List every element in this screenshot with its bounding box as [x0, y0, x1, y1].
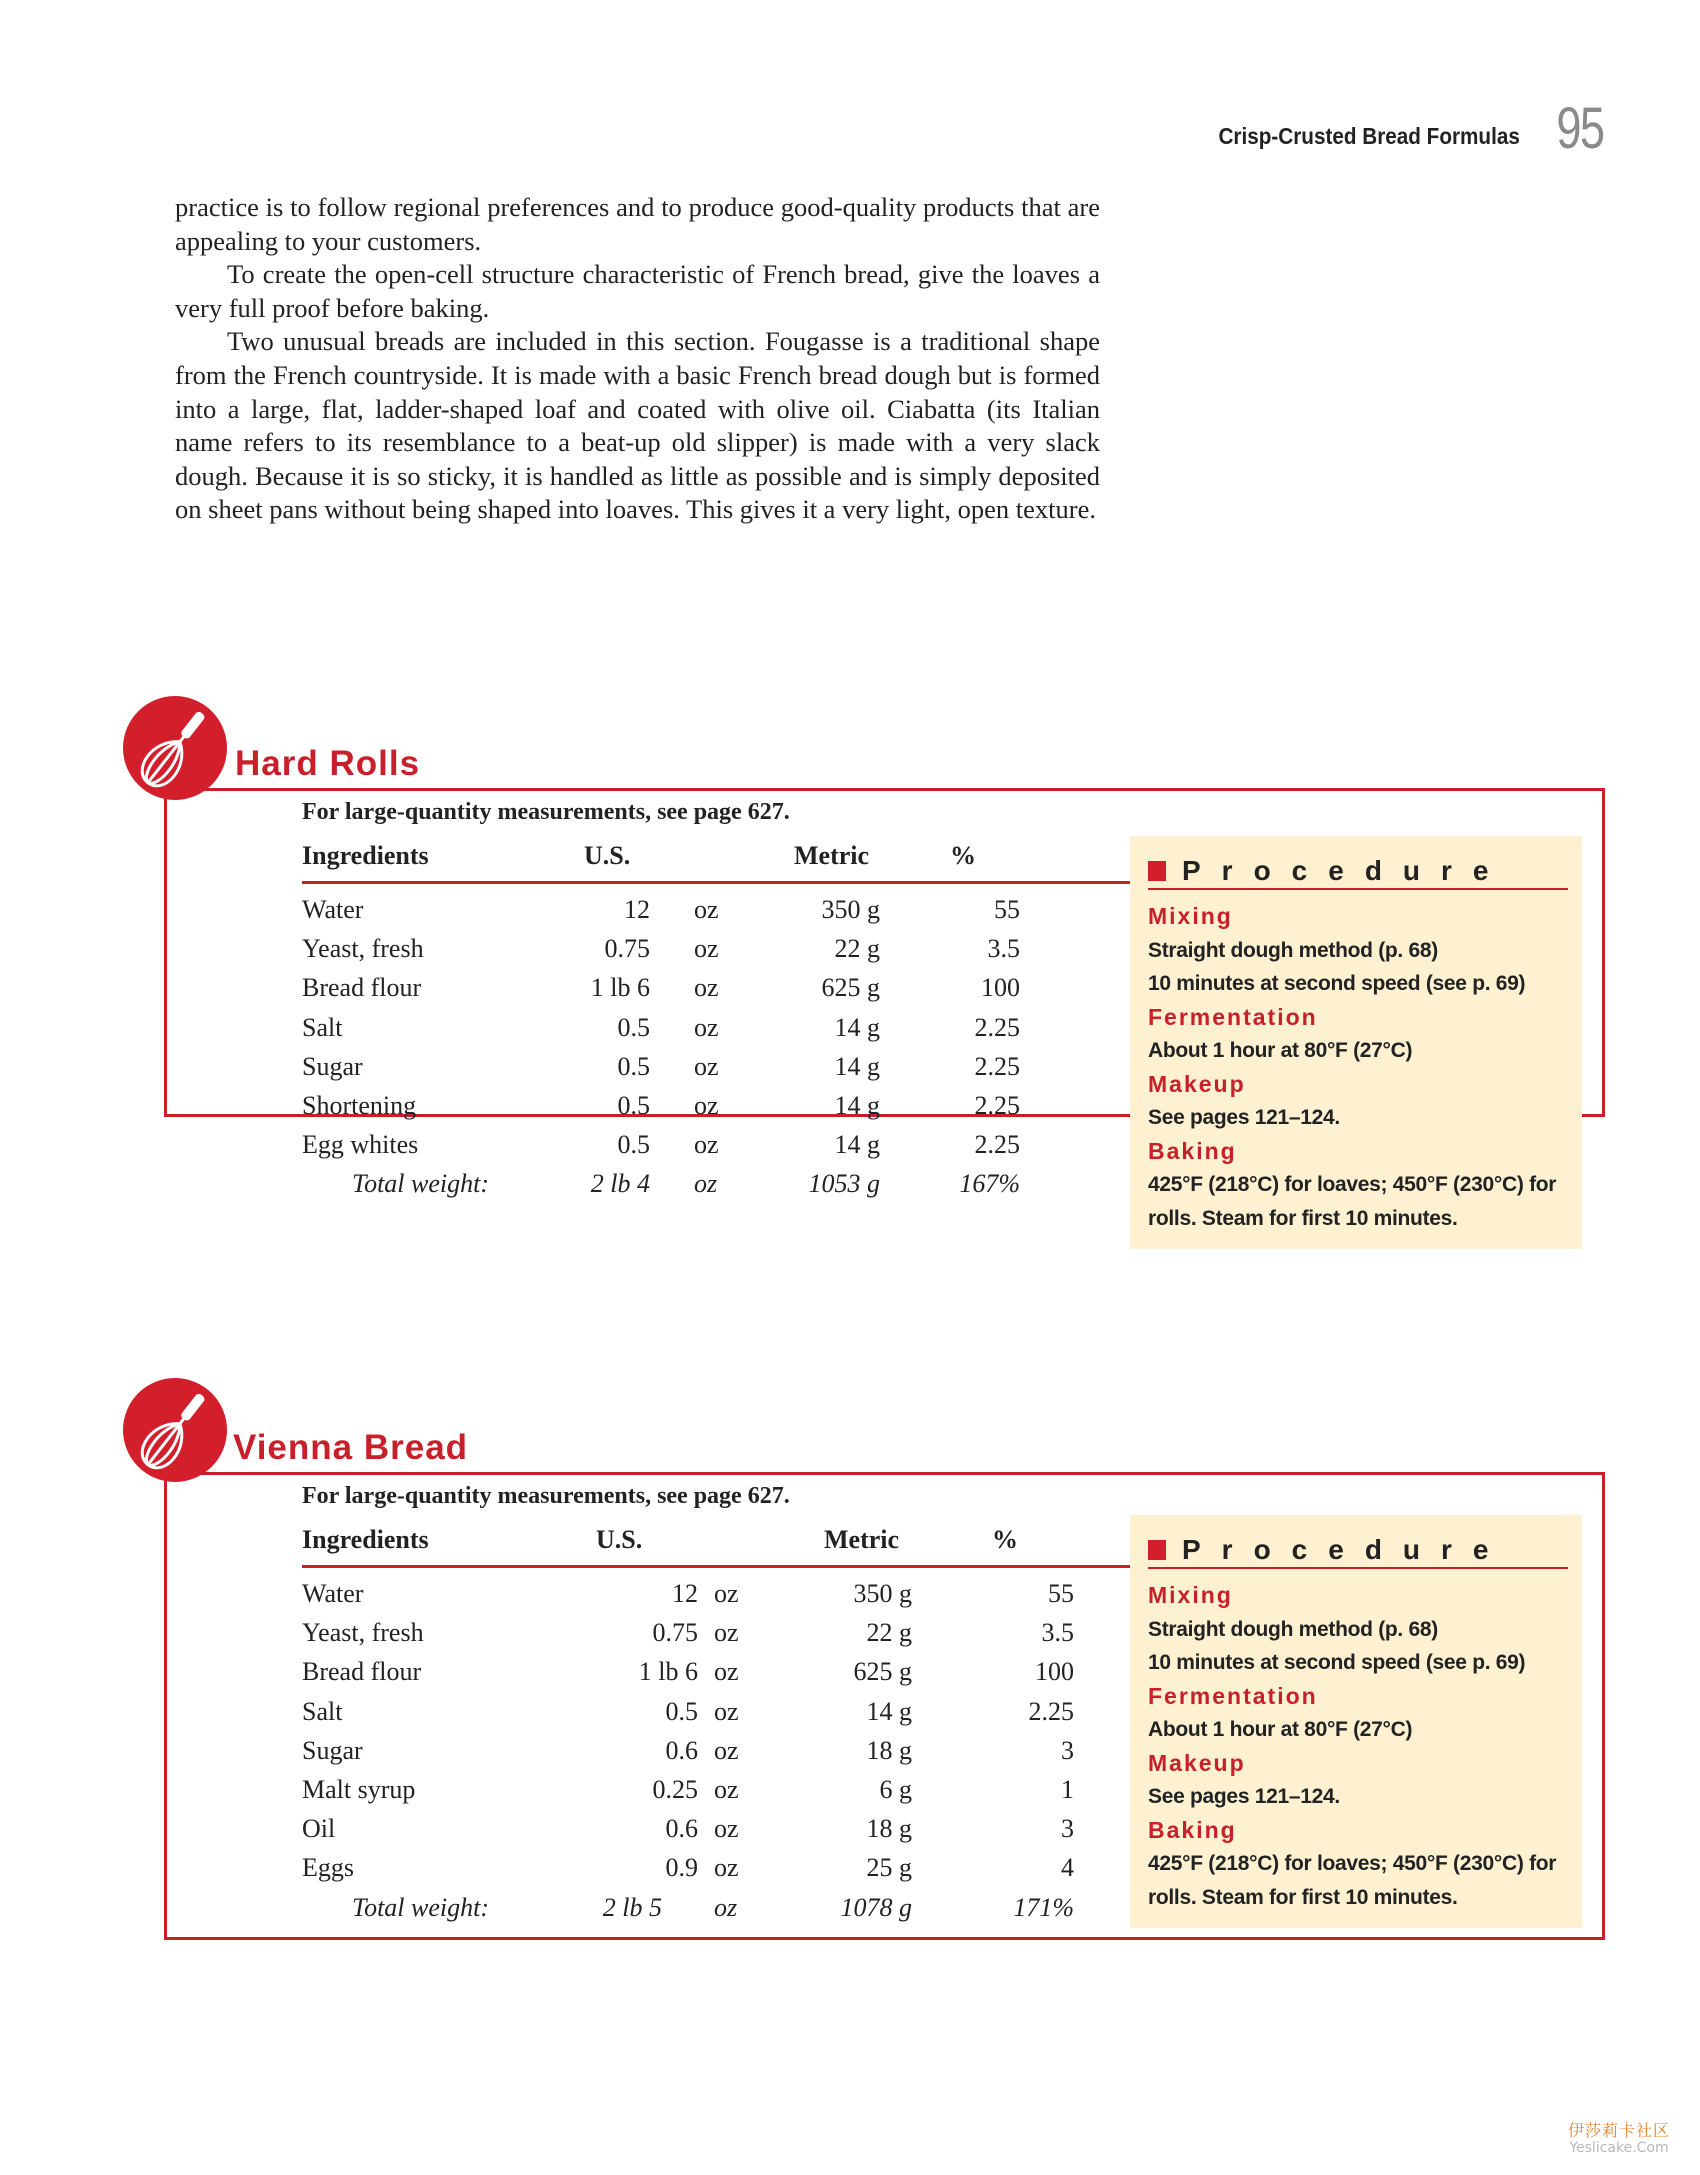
recipe-title: Vienna Bread [233, 1428, 469, 1467]
ingredient-name: Sugar [302, 1735, 363, 1765]
recipe-title: Hard Rolls [235, 744, 421, 783]
baker-percent: 1 [1061, 1774, 1074, 1804]
table-row [302, 1618, 1252, 1657]
watermark [1568, 2121, 1670, 2157]
ingredient-name: Egg whites [302, 1130, 419, 1160]
table-header [302, 841, 1252, 877]
us-unit: oz [694, 973, 719, 1003]
metric-amount: 350 g [853, 1579, 912, 1608]
procedure-step-text: Straight dough method (p. 68) [1148, 938, 1438, 962]
procedure-step-text: 10 minutes at second speed (see p. 69) [1148, 1651, 1526, 1674]
procedure-title: Procedure [1182, 1534, 1510, 1565]
column-header-us: U.S. [596, 1525, 643, 1554]
procedure-steps [1148, 900, 1582, 1235]
intro-text [175, 191, 1100, 527]
procedure-step-title: Makeup [1148, 1070, 1246, 1097]
us-quantity: 0.5 [665, 1696, 698, 1726]
procedure-step-title: Fermentation [1148, 1682, 1318, 1709]
us-unit: oz [694, 1130, 719, 1160]
total-metric: 1078 g [840, 1892, 912, 1922]
us-unit: oz [714, 1696, 739, 1726]
baker-percent: 100 [1035, 1657, 1074, 1687]
ingredient-rows [302, 1579, 1252, 1932]
metric-amount: 14 g [834, 1051, 880, 1081]
column-header-us: U.S. [584, 841, 631, 870]
metric-amount: 350 g [821, 895, 880, 924]
ingredient-name: Bread flour [302, 973, 422, 1003]
column-header-ingredients: Ingredients [302, 1525, 429, 1554]
procedure-step-text: See pages 121–124. [1148, 1106, 1340, 1129]
us-quantity: 0.25 [652, 1774, 698, 1804]
total-percent: 167% [959, 1169, 1020, 1199]
baker-percent: 2.25 [974, 1012, 1020, 1042]
table-row [302, 1130, 1252, 1169]
us-unit: oz [714, 1814, 739, 1844]
recipe-hard-rolls [120, 696, 1605, 1236]
procedure-panel [1130, 1515, 1582, 1928]
column-header-metric: Metric [794, 841, 870, 870]
us-quantity: 12 [672, 1579, 698, 1608]
ingredient-name: Salt [302, 1696, 343, 1726]
us-unit: oz [694, 934, 719, 964]
table-row [302, 1775, 1252, 1814]
total-us-unit: oz [714, 1892, 738, 1922]
us-unit: oz [714, 1579, 739, 1608]
procedure-step-title: Mixing [1148, 1582, 1233, 1608]
table-row [302, 1052, 1252, 1091]
ingredient-name: Water [302, 1579, 364, 1608]
total-row [302, 1893, 1252, 1932]
total-row [302, 1169, 1252, 1208]
header-rule [302, 1565, 1242, 1568]
intro-paragraph: To create the open-cell structure characteristic of French bread, give the loaves a very full proof before baking. [175, 259, 1100, 323]
baker-percent: 3.5 [987, 934, 1020, 964]
procedure-step-title: Baking [1148, 1137, 1237, 1164]
total-us-unit: oz [694, 1169, 718, 1199]
column-header-metric: Metric [824, 1525, 900, 1554]
us-quantity: 12 [624, 895, 650, 924]
us-unit: oz [714, 1735, 739, 1765]
ingredient-name: Malt syrup [302, 1774, 416, 1804]
metric-amount: 22 g [834, 934, 880, 964]
large-quantity-note: For large-quantity measurements, see page 627. [302, 799, 790, 825]
us-quantity: 0.75 [604, 934, 650, 964]
table-row [302, 1697, 1252, 1736]
baker-percent: 55 [1048, 1579, 1074, 1608]
ingredient-rows [302, 895, 1252, 1209]
metric-amount: 14 g [834, 1012, 880, 1042]
us-quantity: 0.6 [665, 1814, 698, 1844]
procedure-step-title: Makeup [1148, 1749, 1246, 1776]
table-row [302, 1579, 1252, 1618]
watermark-line-2: Yeslicake.Com [1569, 2140, 1669, 2157]
us-quantity: 0.6 [665, 1735, 698, 1765]
metric-amount: 625 g [853, 1657, 912, 1687]
metric-amount: 14 g [834, 1090, 880, 1120]
procedure-step-text: About 1 hour at 80°F (27°C) [1148, 1718, 1413, 1741]
table-header [302, 1525, 1252, 1561]
table-row [302, 1091, 1252, 1130]
table-row [302, 934, 1252, 973]
us-quantity: 0.5 [617, 1130, 650, 1160]
us-unit: oz [714, 1657, 739, 1687]
baker-percent: 4 [1061, 1853, 1074, 1883]
procedure-step-text: About 1 hour at 80°F (27°C) [1148, 1039, 1413, 1062]
page-number: 95 [1556, 96, 1604, 161]
us-unit: oz [694, 1012, 719, 1042]
baker-percent: 2.25 [974, 1130, 1020, 1160]
metric-amount: 6 g [879, 1774, 912, 1804]
metric-amount: 18 g [866, 1735, 912, 1765]
ingredient-table [302, 841, 1252, 1209]
ingredient-name: Bread flour [302, 1657, 422, 1687]
table-row [302, 973, 1252, 1012]
recipe-vienna-bread [120, 1380, 1605, 1950]
baker-percent: 55 [994, 895, 1020, 924]
whisk-icon [123, 696, 227, 800]
total-label: Total weight: [352, 1169, 490, 1199]
header-rule [302, 881, 1242, 884]
table-row [302, 1013, 1252, 1052]
ingredient-name: Sugar [302, 1051, 363, 1081]
procedure-step-text: 425°F (218°C) for loaves; 450°F (230°C) for rolls. Steam for first 10 minutes. [1148, 1852, 1557, 1909]
total-us-quantity: 2 lb 5 [602, 1892, 662, 1922]
table-row [302, 1853, 1252, 1892]
us-unit: oz [714, 1618, 739, 1648]
procedure-marker [1148, 861, 1166, 881]
procedure-header [1148, 854, 1568, 890]
whisk-icon [123, 1378, 227, 1482]
intro-paragraph: practice is to follow regional preferences and to produce good-quality products that are appealing to your customers. [175, 192, 1100, 256]
baker-percent: 2.25 [1028, 1696, 1074, 1726]
metric-amount: 14 g [834, 1130, 880, 1160]
procedure-panel [1130, 836, 1582, 1249]
procedure-step-text: Straight dough method (p. 68) [1148, 1617, 1438, 1641]
baker-percent: 2.25 [974, 1090, 1020, 1120]
table-row [302, 895, 1252, 934]
total-percent: 171% [1013, 1892, 1074, 1922]
us-quantity: 0.5 [617, 1090, 650, 1120]
procedure-step-title: Baking [1148, 1816, 1237, 1843]
us-quantity: 0.75 [652, 1618, 698, 1648]
total-label: Total weight: [352, 1892, 490, 1922]
us-quantity: 0.9 [665, 1853, 698, 1883]
table-row [302, 1657, 1252, 1696]
baker-percent: 3.5 [1041, 1618, 1074, 1648]
ingredient-name: Yeast, fresh [302, 934, 424, 964]
metric-amount: 625 g [821, 973, 880, 1003]
table-row [302, 1814, 1252, 1853]
us-quantity: 1 lb 6 [590, 973, 650, 1003]
procedure-title: Procedure [1182, 855, 1510, 886]
watermark-line-1: 伊莎莉卡社区 [1567, 2121, 1670, 2141]
baker-percent: 3 [1061, 1735, 1074, 1765]
metric-amount: 25 g [866, 1853, 912, 1883]
ingredient-name: Shortening [302, 1090, 417, 1120]
intro-paragraph: Two unusual breads are included in this section. Fougasse is a traditional shape from the French countryside. It is made with a basic French bread dough but is formed into a large, flat, ladder-shaped loaf and coated with olive oil. Ciabatta (its Italian name refers to its resemblance to a beat-up old slipper) is made with a very slack dough. Because it is so sticky, it is handled as little as possible and is simply deposited on sheet pans without being shaped into loaves. This gives it a very light, open texture. [175, 326, 1100, 525]
total-us-quantity: 2 lb 4 [590, 1169, 650, 1199]
us-quantity: 1 lb 6 [638, 1657, 698, 1687]
baker-percent: 2.25 [974, 1051, 1020, 1081]
baker-percent: 100 [981, 973, 1020, 1003]
us-quantity: 0.5 [617, 1012, 650, 1042]
metric-amount: 22 g [866, 1618, 912, 1648]
running-head [1185, 96, 1604, 161]
us-unit: oz [694, 1090, 719, 1120]
metric-amount: 14 g [866, 1696, 912, 1726]
baker-percent: 3 [1061, 1814, 1074, 1844]
procedure-step-title: Fermentation [1148, 1003, 1318, 1030]
procedure-step-text: 425°F (218°C) for loaves; 450°F (230°C) for rolls. Steam for first 10 minutes. [1148, 1173, 1557, 1230]
procedure-step-text: See pages 121–124. [1148, 1785, 1340, 1808]
procedure-step-title: Mixing [1148, 903, 1233, 929]
ingredient-name: Oil [302, 1814, 336, 1844]
running-title: Crisp-Crusted Bread Formulas [1218, 123, 1520, 149]
us-quantity: 0.5 [617, 1051, 650, 1081]
column-header-ingredients: Ingredients [302, 841, 429, 870]
us-unit: oz [714, 1774, 739, 1804]
total-metric: 1053 g [808, 1169, 880, 1199]
metric-amount: 18 g [866, 1814, 912, 1844]
us-unit: oz [694, 895, 719, 924]
table-row [302, 1736, 1252, 1775]
ingredient-name: Salt [302, 1012, 343, 1042]
procedure-header [1148, 1533, 1568, 1569]
ingredient-table [302, 1525, 1252, 1932]
procedure-steps [1148, 1579, 1582, 1914]
procedure-marker [1148, 1540, 1166, 1560]
procedure-step-text: 10 minutes at second speed (see p. 69) [1148, 972, 1526, 995]
us-unit: oz [714, 1853, 739, 1883]
ingredient-name: Water [302, 895, 364, 924]
us-unit: oz [694, 1051, 719, 1081]
column-header-percent: % [992, 1525, 1018, 1554]
column-header-percent: % [950, 841, 976, 870]
large-quantity-note: For large-quantity measurements, see page 627. [302, 1483, 790, 1509]
ingredient-name: Eggs [302, 1853, 354, 1883]
ingredient-name: Yeast, fresh [302, 1618, 424, 1648]
